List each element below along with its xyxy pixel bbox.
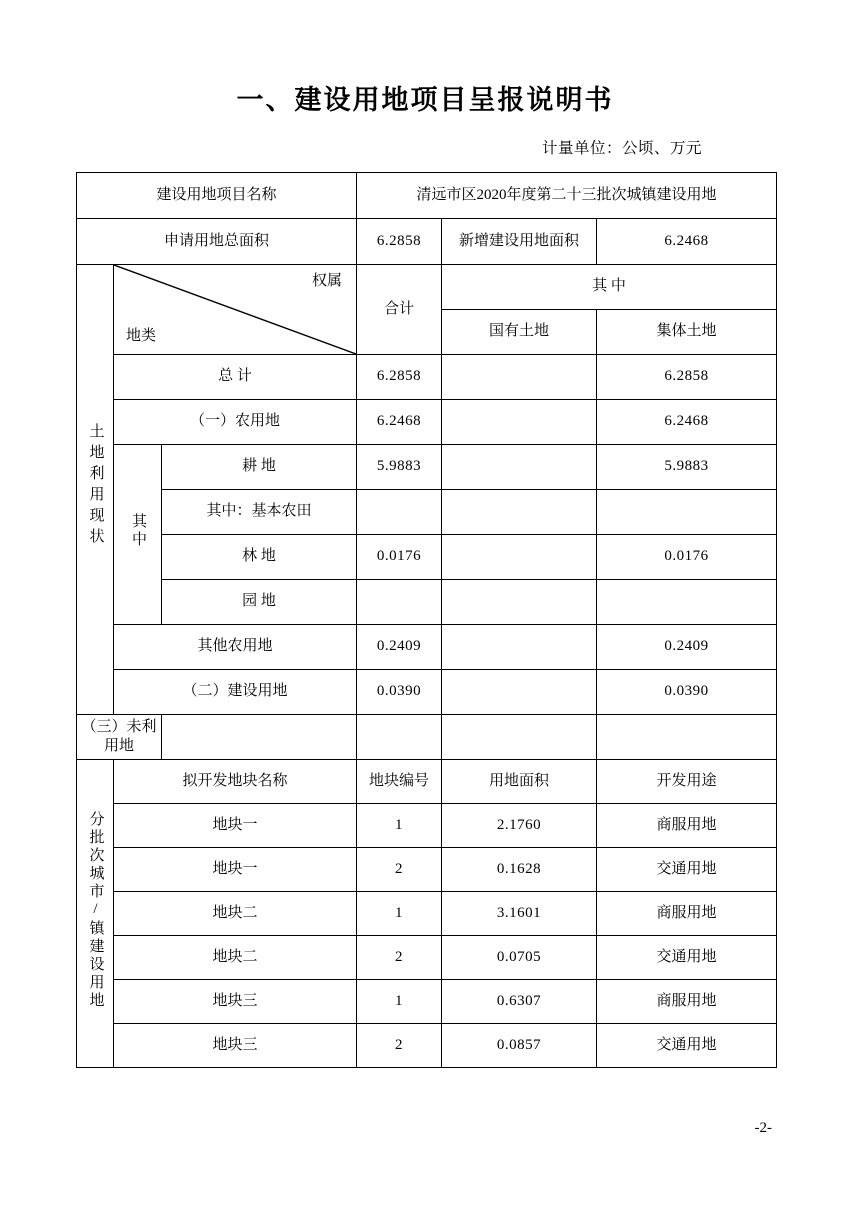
plot-use: 交通用地 [597, 1024, 777, 1068]
table-row-plot-header [77, 760, 777, 804]
row-total: 6.2468 [357, 400, 442, 445]
row-label: （二）建设用地 [114, 670, 357, 715]
row-collective: 0.0390 [597, 670, 777, 715]
row-total: 6.2858 [357, 355, 442, 400]
header-collective-column: 集体土地 [597, 310, 777, 355]
plot-name: 地块一 [114, 804, 357, 848]
row-collective: 6.2468 [597, 400, 777, 445]
diagonal-header-cell [114, 265, 357, 355]
plot-use: 商服用地 [597, 892, 777, 936]
row-collective: 0.0176 [597, 535, 777, 580]
row-label: 总 计 [114, 355, 357, 400]
header-plot-name: 拟开发地块名称 [114, 760, 357, 804]
row-label: 林 地 [162, 535, 357, 580]
row-state-owned [357, 715, 442, 760]
sub-side-label-among-text: 其中 [130, 513, 146, 550]
row-label: 园 地 [162, 580, 357, 625]
plot-area: 0.0705 [442, 936, 597, 980]
row-state-owned [442, 445, 597, 490]
row-state-owned [442, 355, 597, 400]
table-row [77, 892, 777, 936]
table-row [77, 355, 777, 400]
plot-use: 商服用地 [597, 804, 777, 848]
plot-use: 交通用地 [597, 936, 777, 980]
row-total [357, 490, 442, 535]
table-row [77, 580, 777, 625]
land-use-report-table [76, 172, 776, 1068]
table-row [77, 804, 777, 848]
header-plot-area: 用地面积 [442, 760, 597, 804]
table-row-areas [77, 219, 777, 265]
row-collective [442, 715, 597, 760]
row-state-owned [442, 625, 597, 670]
plot-area: 0.0857 [442, 1024, 597, 1068]
header-landtype-label: 地类 [126, 327, 157, 344]
plot-code: 1 [357, 980, 442, 1024]
new-construction-value: 6.2468 [597, 219, 777, 265]
table-row [77, 490, 777, 535]
header-total-column: 合计 [357, 265, 442, 355]
table-row [77, 670, 777, 715]
side-label-land-status [77, 265, 114, 715]
table-row-project-name [77, 173, 777, 219]
row-state-owned [442, 400, 597, 445]
table-row-header-top [77, 265, 777, 310]
plot-code: 2 [357, 936, 442, 980]
plot-name: 地块三 [114, 980, 357, 1024]
plot-area: 0.6307 [442, 980, 597, 1024]
row-total: 0.2409 [357, 625, 442, 670]
total-area-label: 申请用地总面积 [77, 219, 357, 265]
table-row [77, 1024, 777, 1068]
row-collective: 5.9883 [597, 445, 777, 490]
row-state-owned [442, 490, 597, 535]
page-number: -2- [754, 1120, 772, 1136]
row-total: 0.0176 [357, 535, 442, 580]
row-label: （三）未利用地 [77, 715, 162, 760]
plot-code: 2 [357, 848, 442, 892]
header-ownership-label: 权属 [312, 273, 343, 289]
header-state-owned-column: 国有土地 [442, 310, 597, 355]
sub-side-label-among [114, 445, 162, 625]
measurement-unit-note: 计量单位：公顷、万元 [541, 140, 702, 157]
plot-code: 1 [357, 804, 442, 848]
row-state-owned [442, 535, 597, 580]
row-total [357, 580, 442, 625]
table-row [77, 445, 777, 490]
plot-name: 地块二 [114, 936, 357, 980]
project-name-value: 清远市区2020年度第二十三批次城镇建设用地 [357, 173, 777, 219]
table-row [77, 980, 777, 1024]
side-label-plots-text: 分批次城市/镇建设用地 [87, 810, 104, 1010]
plot-area: 2.1760 [442, 804, 597, 848]
table-row [77, 400, 777, 445]
table-row [77, 848, 777, 892]
table-row [77, 936, 777, 980]
table-row [77, 715, 777, 760]
row-label: 其中：基本农田 [162, 490, 357, 535]
plot-use: 商服用地 [597, 980, 777, 1024]
row-collective: 0.2409 [597, 625, 777, 670]
page-title: 一、建设用地项目呈报说明书 [236, 85, 614, 115]
row-collective: 6.2858 [597, 355, 777, 400]
header-among-column: 其 中 [442, 265, 777, 310]
row-label: 耕 地 [162, 445, 357, 490]
project-name-label: 建设用地项目名称 [77, 173, 357, 219]
plot-name: 地块三 [114, 1024, 357, 1068]
plot-code: 2 [357, 1024, 442, 1068]
row-collective [597, 490, 777, 535]
plot-name: 地块一 [114, 848, 357, 892]
table-row [77, 625, 777, 670]
row-total [162, 715, 357, 760]
row-total: 5.9883 [357, 445, 442, 490]
row-label: （一）农用地 [114, 400, 357, 445]
row-label: 其他农用地 [114, 625, 357, 670]
row-total: 0.0390 [357, 670, 442, 715]
row-collective [597, 580, 777, 625]
side-label-plots [77, 760, 114, 1068]
table-row [77, 535, 777, 580]
header-plot-code: 地块编号 [357, 760, 442, 804]
header-plot-use: 开发用途 [597, 760, 777, 804]
side-label-land-status-text: 土地利用现状 [87, 423, 104, 550]
plot-name: 地块二 [114, 892, 357, 936]
plot-area: 0.1628 [442, 848, 597, 892]
total-area-value: 6.2858 [357, 219, 442, 265]
row-state-owned [442, 670, 597, 715]
plot-use: 交通用地 [597, 848, 777, 892]
plot-area: 3.1601 [442, 892, 597, 936]
new-construction-label: 新增建设用地面积 [442, 219, 597, 265]
row-state-owned [442, 580, 597, 625]
plot-code: 1 [357, 892, 442, 936]
